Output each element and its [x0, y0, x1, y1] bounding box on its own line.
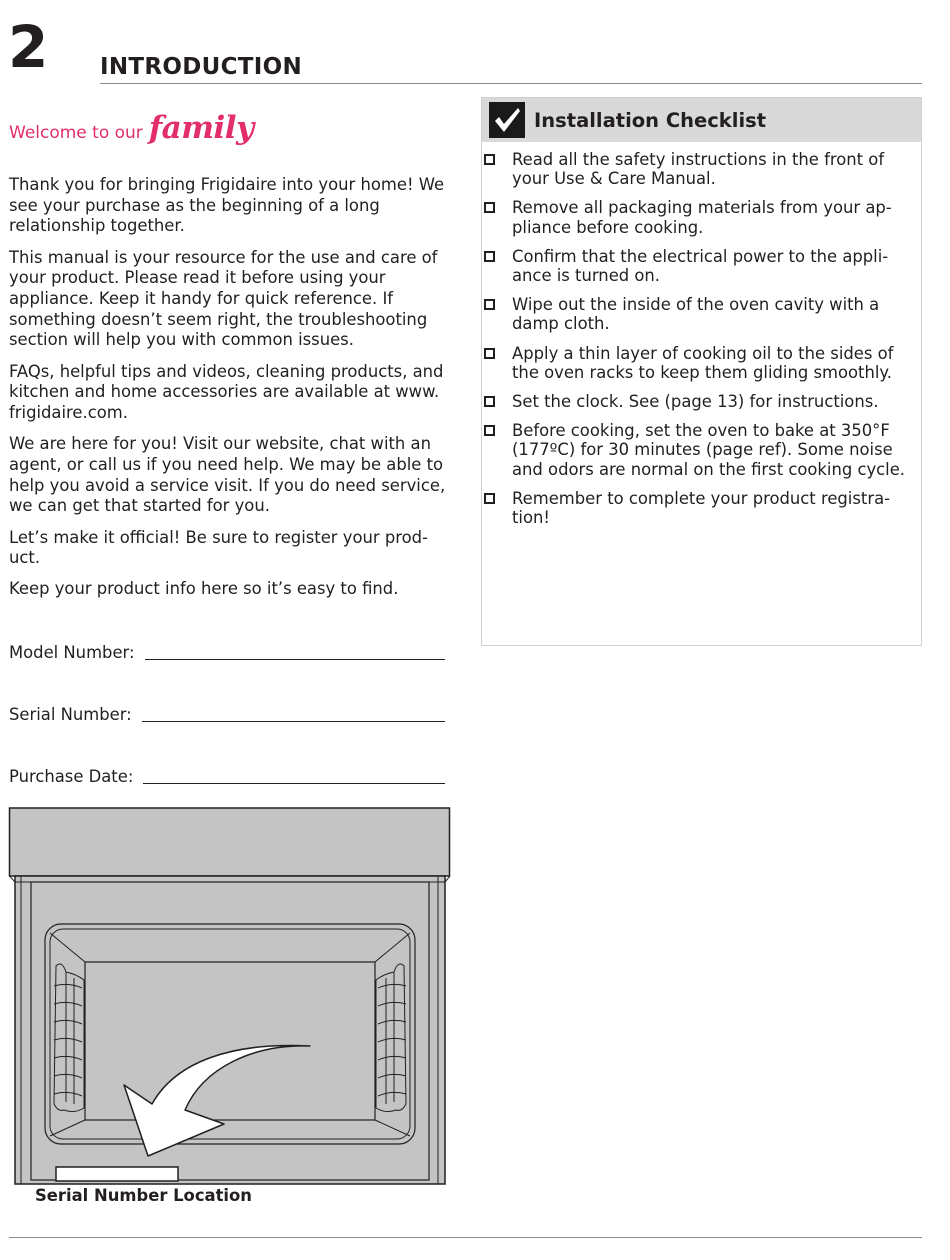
purchase-date-field: [9, 762, 445, 786]
checklist-item-text: Before cooking, set the oven to bake at 350°F (177ºC) for 30 minutes (page ref). Some noise and odors are normal on the first cooking cycle.: [512, 421, 906, 479]
checkbox-icon: [484, 493, 495, 504]
page-number: 2: [8, 13, 47, 81]
intro-paragraph: FAQs, helpful tips and videos, cleaning products, and kitchen and home accessories are available at www. frigidaire.com.: [9, 361, 444, 423]
checkbox-icon: [484, 299, 495, 310]
purchase-date-blank: [143, 783, 445, 784]
checkbox-icon: [484, 202, 495, 213]
right-rack-supports: [376, 964, 406, 1112]
welcome-heading: [9, 110, 254, 160]
oven-illustration: [8, 806, 454, 1188]
welcome-text: Welcome to our: [9, 123, 143, 143]
installation-checklist: [481, 97, 922, 646]
serial-plate: [56, 1167, 178, 1181]
checklist-item: [482, 247, 921, 285]
checkbox-icon: [484, 154, 495, 165]
checklist-item-text: Wipe out the inside of the oven cavity with a damp cloth.: [512, 295, 880, 334]
checkbox-icon: [484, 348, 495, 359]
intro-paragraph: We are here for you! Visit our website, chat with an agent, or call us if you need help. We may be able to help you avoid a service visit. If you do need service, we can get that started for you.: [9, 434, 446, 516]
header-divider: [100, 83, 922, 84]
serial-number-label: Serial Number:: [9, 705, 132, 724]
checkbox-icon: [484, 251, 495, 262]
checklist-item: [482, 344, 921, 382]
checkmark-icon: [489, 102, 525, 138]
oven-control-panel: [10, 808, 450, 876]
welcome-script-family: family: [148, 110, 254, 146]
checklist-title: Installation Checklist: [534, 108, 767, 132]
intro-paragraph: Thank you for bringing Frigidaire into your home! We see your purchase as the beginning of a long relationship together.: [9, 175, 445, 236]
checklist-item-text: Remove all packaging materials from your ap- pliance before cooking.: [512, 198, 892, 237]
serial-number-blank: [142, 721, 445, 722]
model-number-blank: [145, 659, 446, 660]
model-number-label: Model Number:: [9, 643, 135, 662]
footer-divider: [9, 1237, 922, 1238]
checklist-item-text: Confirm that the electrical power to the appli- ance is turned on.: [512, 246, 889, 286]
checklist-header: [482, 98, 921, 142]
checklist-item: [482, 392, 921, 411]
section-title: INTRODUCTION: [100, 54, 303, 80]
model-number-field: [9, 638, 445, 662]
checklist-item-text: Read all the safety instructions in the front of your Use & Care Manual.: [512, 150, 885, 189]
purchase-date-label: Purchase Date:: [9, 767, 134, 786]
checklist-item-text: Apply a thin layer of cooking oil to the sides of the oven racks to keep them gliding smoothly.: [512, 343, 894, 382]
left-rack-supports: [54, 964, 84, 1112]
checklist-item: [482, 198, 921, 236]
checkbox-icon: [484, 396, 495, 407]
serial-number-field: [9, 700, 445, 724]
checklist-item: [482, 150, 921, 188]
checkbox-icon: [484, 425, 495, 436]
intro-text: [9, 175, 449, 611]
serial-location-caption: Serial Number Location: [35, 1186, 252, 1205]
checklist-items: [482, 142, 921, 527]
checklist-item-text: Set the clock. See (page 13) for instructions.: [512, 392, 879, 412]
checklist-item: [482, 295, 921, 333]
intro-paragraph: Keep your product info here so it’s easy to find.: [9, 579, 399, 599]
checklist-item-text: Remember to complete your product registra- tion!: [512, 488, 891, 528]
intro-paragraph: This manual is your resource for the use and care of your product. Please read it before using your appliance. Keep it handy for quick reference. If something doesn’t seem right, the troubleshooting section will help you with common issues.: [9, 247, 438, 350]
intro-paragraph: Let’s make it official! Be sure to register your prod- uct.: [9, 527, 428, 568]
checklist-item: [482, 421, 921, 479]
checklist-item: [482, 489, 921, 527]
